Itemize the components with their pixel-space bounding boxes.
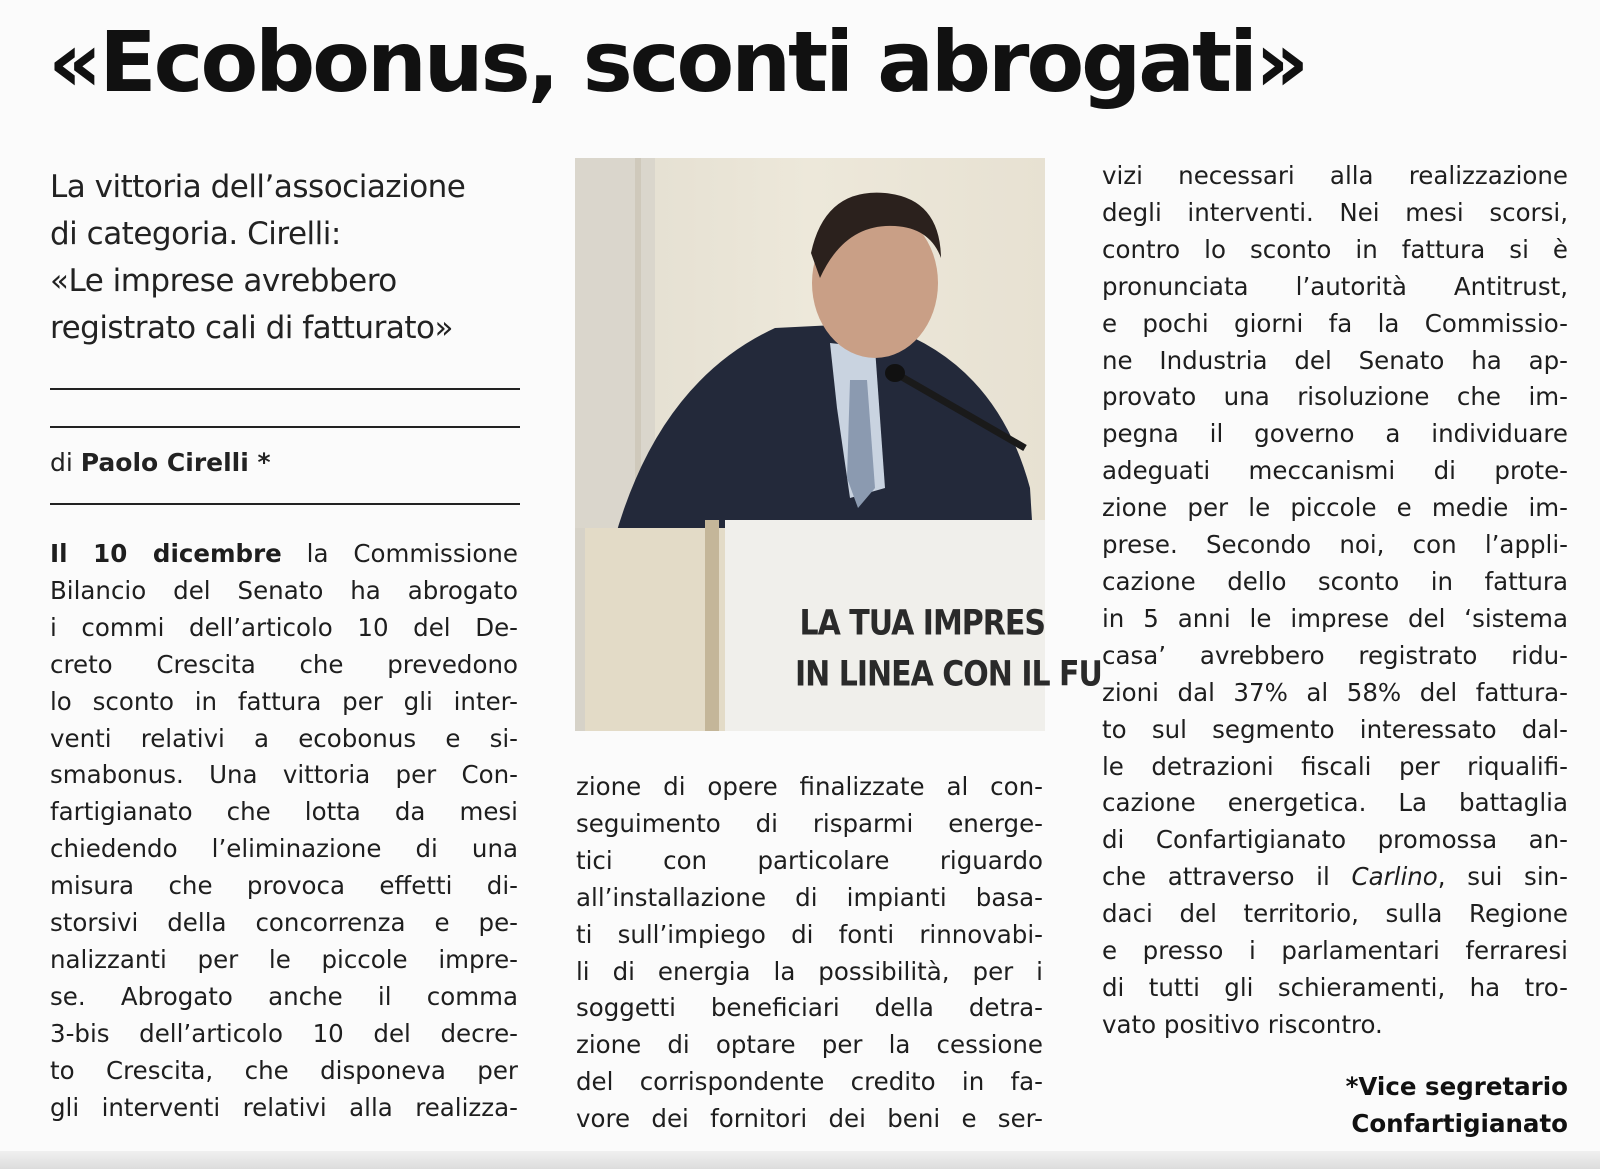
text-line: seguimento di risparmi energe- bbox=[576, 808, 1043, 838]
text-line: Bilancio del Senato ha abrogato bbox=[50, 575, 518, 605]
text-line: lo sconto in fattura per gli inter- bbox=[50, 686, 518, 716]
text-line: soggetti beneficiari della detra- bbox=[576, 993, 1043, 1023]
text-line: cazione dello sconto in fattura bbox=[1102, 566, 1568, 596]
text-line: se. Abrogato anche il comma bbox=[50, 981, 518, 1011]
text-line: del corrispondente credito in fa- bbox=[576, 1067, 1043, 1097]
text-line: di tutti gli schieramenti, ha tro- bbox=[1102, 972, 1568, 1002]
subheadline bbox=[50, 164, 520, 352]
text-line: chiedendo l’eliminazione di una bbox=[50, 834, 518, 864]
subhead-line: registrato cali di fatturato» bbox=[50, 310, 453, 346]
signature-line: Confartigianato bbox=[1351, 1109, 1568, 1138]
text-line: li di energia la possibilità, per i bbox=[576, 956, 1043, 986]
text-line: i commi dell’articolo 10 del De- bbox=[50, 612, 518, 642]
rule-top bbox=[50, 388, 520, 390]
byline bbox=[50, 446, 271, 480]
text-line: di Confartigianato promossa an- bbox=[1102, 825, 1568, 855]
text-line: vato positivo riscontro. bbox=[1102, 1009, 1383, 1039]
text-line: storsivi della concorrenza e pe- bbox=[50, 908, 518, 938]
text-line: Il 10 dicembre la Commissione bbox=[50, 539, 518, 568]
text-line: provato una risoluzione che im- bbox=[1102, 382, 1568, 412]
text-line: vore dei fornitori dei beni e ser- bbox=[576, 1104, 1043, 1134]
byline-prefix: di bbox=[50, 448, 81, 477]
newspaper-name: Carlino bbox=[1351, 862, 1438, 892]
text-line: gli interventi relativi alla realizza- bbox=[50, 1092, 518, 1122]
text-line: misura che provoca effetti di- bbox=[50, 871, 518, 901]
text-line: nalizzanti per le piccole impre- bbox=[50, 944, 518, 974]
text-line: zione per le piccole e medie im- bbox=[1102, 493, 1568, 523]
text-line: creto Crescita che prevedono bbox=[50, 649, 518, 679]
text-line: ne Industria del Senato ha ap- bbox=[1102, 345, 1568, 375]
text-line: zioni dal 37% al 58% del fattura- bbox=[1102, 677, 1568, 707]
text-line: 3-bis dell’articolo 10 del decre- bbox=[50, 1018, 518, 1048]
text-line: degli interventi. Nei mesi scorsi, bbox=[1102, 197, 1568, 227]
text-line: smabonus. Una vittoria per Con- bbox=[50, 760, 518, 790]
text-line: e pochi giorni fa la Commissio- bbox=[1102, 308, 1568, 338]
text-line: adeguati meccanismi di prote- bbox=[1102, 456, 1568, 486]
text-line: to sul segmento interessato dal- bbox=[1102, 714, 1568, 744]
podium-line: LA TUA IMPRES bbox=[799, 603, 1045, 644]
text-line: in 5 anni le imprese del ‘sistema bbox=[1102, 603, 1568, 633]
page-edge bbox=[0, 1151, 1600, 1169]
subhead-line: La vittoria dell’associazione bbox=[50, 169, 466, 205]
article-photo bbox=[575, 158, 1102, 731]
text-line: all’installazione di impianti basa- bbox=[576, 882, 1043, 912]
author-signature bbox=[1346, 1068, 1568, 1142]
lead-in: Il 10 dicembre bbox=[50, 539, 282, 568]
text-line: ti sull’impiego di fonti rinnovabi- bbox=[576, 919, 1043, 949]
text-line: venti relativi a ecobonus e si- bbox=[50, 723, 518, 753]
text-line: pronunciata l’autorità Antitrust, bbox=[1102, 271, 1568, 301]
subhead-line: «Le imprese avrebbero bbox=[50, 263, 397, 299]
subhead-line: di categoria. Cirelli: bbox=[50, 216, 341, 252]
byline-author: Paolo Cirelli * bbox=[80, 448, 271, 477]
text-line: vizi necessari alla realizzazione bbox=[1102, 161, 1568, 190]
text-line: pegna il governo a individuare bbox=[1102, 419, 1568, 449]
text-line: to Crescita, che disponeva per bbox=[50, 1055, 518, 1085]
text-line: cazione energetica. La battaglia bbox=[1102, 788, 1568, 818]
text-line: fartigianato che lotta da mesi bbox=[50, 797, 518, 827]
article-column-3 bbox=[1102, 158, 1568, 1044]
headline: «Ecobonus, sconti abrogati» bbox=[48, 13, 1307, 111]
text-line: casa’ avrebbero registrato ridu- bbox=[1102, 640, 1568, 670]
article-column-1 bbox=[50, 536, 518, 1127]
text-line: zione di optare per la cessione bbox=[576, 1030, 1043, 1060]
text-line: tici con particolare riguardo bbox=[576, 845, 1043, 875]
article-column-2 bbox=[576, 769, 1043, 1138]
text-line: che attraverso il Carlino, sui sin- bbox=[1102, 862, 1568, 892]
podium-line: IN LINEA CON IL FU bbox=[795, 654, 1102, 695]
podium-sign-text bbox=[795, 599, 1102, 700]
text-line: prese. Secondo noi, con l’appli- bbox=[1102, 530, 1568, 560]
text-line: contro lo sconto in fattura si è bbox=[1102, 234, 1568, 264]
rule-bottom bbox=[50, 503, 520, 505]
text-line: daci del territorio, sulla Regione bbox=[1102, 899, 1568, 929]
text-line: e presso i parlamentari ferraresi bbox=[1102, 936, 1568, 966]
rule-mid bbox=[50, 426, 520, 428]
text-line: le detrazioni fiscali per riqualifi- bbox=[1102, 751, 1568, 781]
signature-line: *Vice segretario bbox=[1345, 1072, 1568, 1101]
text-line: zione di opere finalizzate al con- bbox=[576, 772, 1043, 801]
